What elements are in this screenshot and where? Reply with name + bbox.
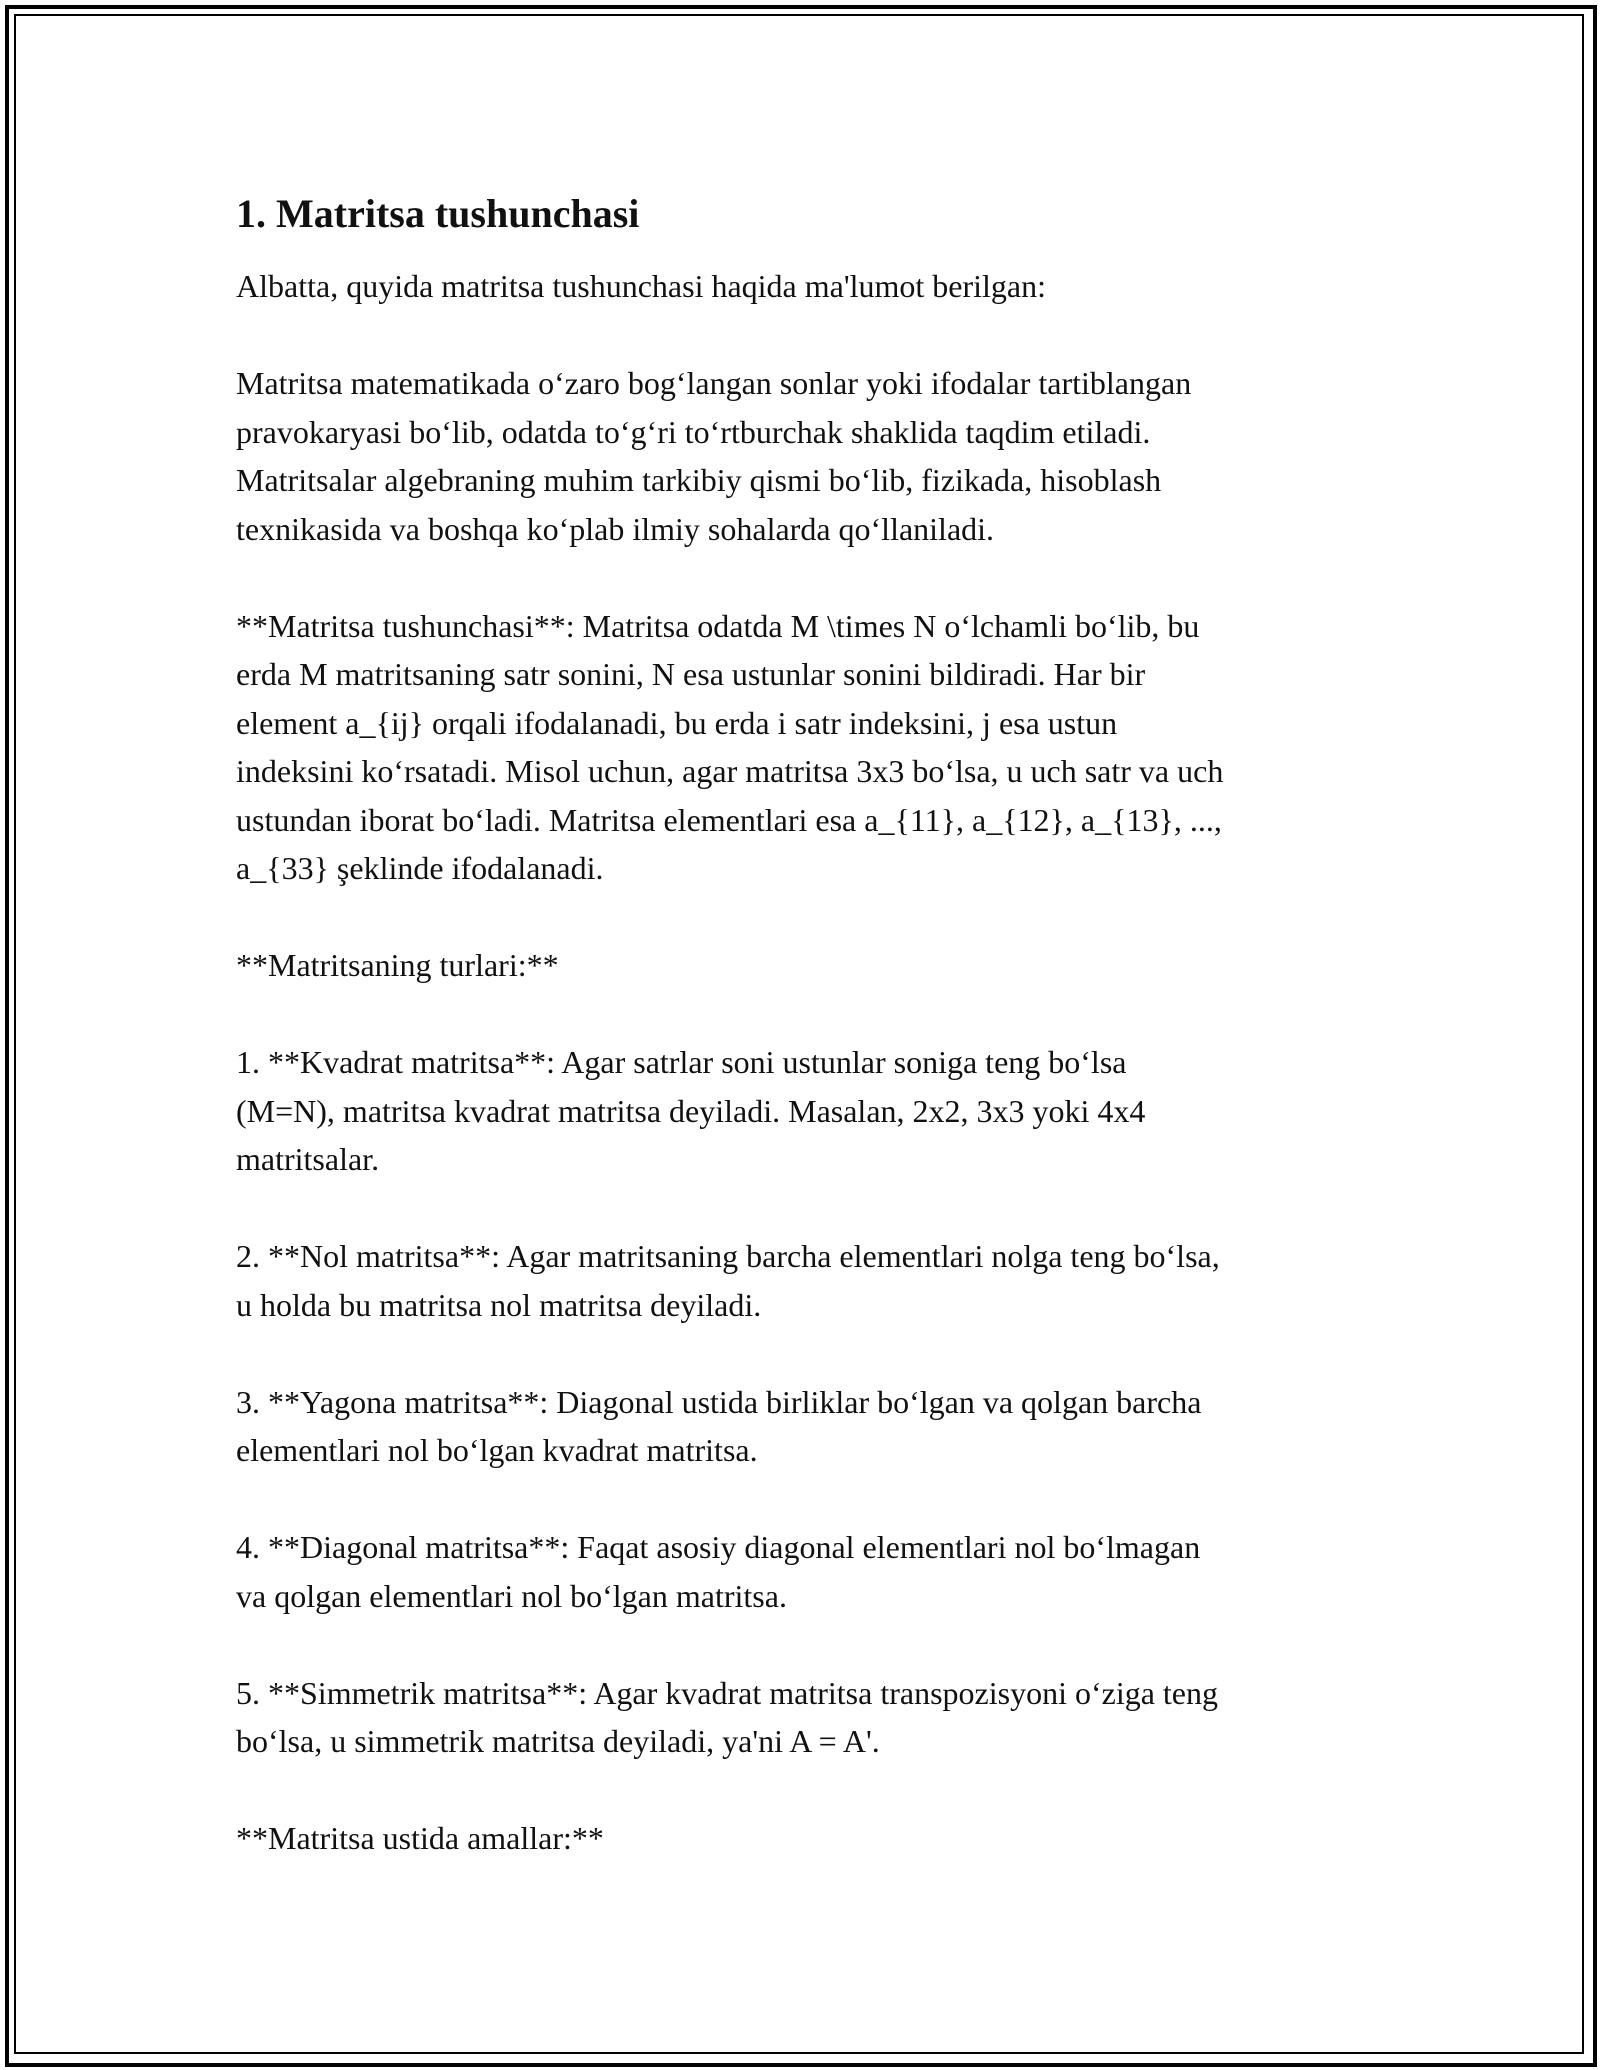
document-body	[236, 186, 1376, 1911]
list-item-symmetric-matrix: 5. **Simmetrik matritsa**: Agar kvadrat matritsa transpozisyoni o‘ziga teng bo‘lsa, u simmetrik matritsa deyiladi, ya'ni A = A'.	[236, 1674, 1218, 1759]
section-heading-operations: **Matritsa ustida amallar:**	[236, 1820, 604, 1856]
paragraph-intro: Albatta, quyida matritsa tushunchasi haqida ma'lumot berilgan:	[236, 268, 1047, 304]
list-item-diagonal-matrix: 4. **Diagonal matritsa**: Faqat asosiy diagonal elementlari nol bo‘lmagan va qolgan elementlari nol bo‘lgan matritsa.	[236, 1529, 1201, 1614]
paragraph-concept: **Matritsa tushunchasi**: Matritsa odatda M \times N o‘lchamli bo‘lib, bu erda M matritsaning satr sonini, N esa ustunlar sonini bildiradi. Har bir element a_{ij} orqali ifodalanadi, bu erda i satr indeksini, j esa ustun indeksini ko‘rsatadi. Misol uchun, agar matritsa 3x3 bo‘lsa, u uch satr va uch ustundan iborat bo‘ladi. Matritsa elementlari esa a_{11}, a_{12}, a_{13}, ..., a_{33} şeklinde ifodalanadi.	[236, 607, 1224, 886]
list-item-identity-matrix: 3. **Yagona matritsa**: Diagonal ustida birliklar bo‘lgan va qolgan barcha elementlari nol bo‘lgan kvadrat matritsa.	[236, 1383, 1202, 1468]
list-item-zero-matrix: 2. **Nol matritsa**: Agar matritsaning barcha elementlari nolga teng bo‘lsa, u holda bu matritsa nol matritsa deyiladi.	[236, 1238, 1220, 1323]
paragraph-definition: Matritsa matematikada o‘zaro bog‘langan sonlar yoki ifodalar tartiblangan pravokaryasi bo‘lib, odatda to‘g‘ri to‘rtburchak shaklida taqdim etiladi. Matritsalar algebraning muhim tarkibiy qismi bo‘lib, fizikada, hisoblash texnikasida va boshqa ko‘plab ilmiy sohalarda qo‘llaniladi.	[236, 365, 1192, 547]
section-heading-types: **Matritsaning turlari:**	[236, 947, 559, 983]
list-item-square-matrix: 1. **Kvadrat matritsa**: Agar satrlar soni ustunlar soniga teng bo‘lsa (M=N), matritsa kvadrat matritsa deyiladi. Masalan, 2x2, 3x3 yoki 4x4 matritsalar.	[236, 1044, 1146, 1177]
page-title: 1. Matritsa tushunchasi	[236, 191, 640, 236]
